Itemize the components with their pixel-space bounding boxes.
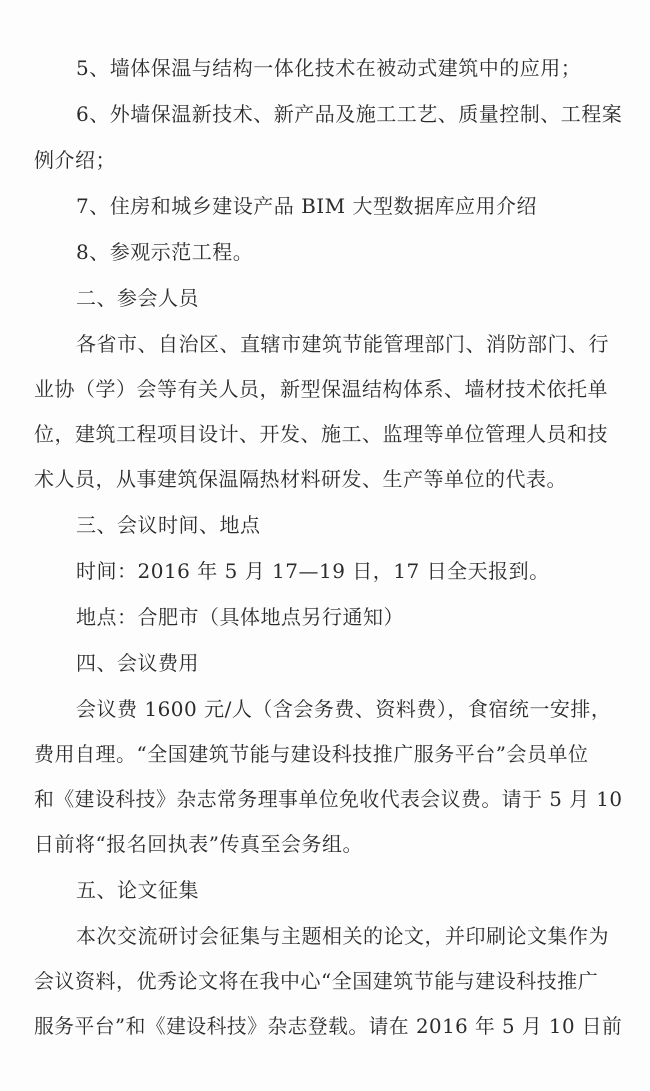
- papers-paragraph-line-2: 会议资料，优秀论文将在我中心“全国建筑节能与建设科技推广: [34, 969, 599, 993]
- attendees-paragraph-line-2: 业协（学）会等有关人员，新型保温结构体系、墙材技术依托单: [34, 377, 608, 401]
- meeting-place: 地点：合肥市（具体地点另行通知）: [76, 605, 404, 629]
- attendees-paragraph-line-4: 术人员，从事建筑保温隔热材料研发、生产等单位的代表。: [34, 467, 567, 491]
- meeting-time: 时间：2016 年 5 月 17—19 日，17 日全天报到。: [76, 559, 550, 583]
- section-heading-attendees: 二、参会人员: [76, 286, 199, 310]
- agenda-item-5: 5、墙体保温与结构一体化技术在被动式建筑中的应用；: [76, 56, 582, 80]
- attendees-paragraph: 各省市、自治区、直辖市建筑节能管理部门、消防部门、行: [76, 332, 609, 356]
- fees-paragraph-line-3: 和《建设科技》杂志常务理事单位免收代表会议费。请于 5 月 10: [34, 787, 623, 811]
- agenda-item-8: 8、参观示范工程。: [76, 240, 254, 264]
- section-heading-fees: 四、会议费用: [76, 651, 199, 675]
- papers-paragraph: 本次交流研讨会征集与主题相关的论文，并印刷论文集作为: [76, 924, 609, 948]
- section-heading-time-place: 三、会议时间、地点: [76, 513, 261, 537]
- section-heading-papers: 五、论文征集: [76, 878, 199, 902]
- agenda-item-7: 7、住房和城乡建设产品 BIM 大型数据库应用介绍: [76, 194, 538, 218]
- agenda-item-6: 6、外墙保温新技术、新产品及施工工艺、质量控制、工程案: [76, 102, 623, 126]
- fees-paragraph-line-4: 日前将“报名回执表”传真至会务组。: [34, 832, 363, 856]
- fees-paragraph-line-2: 费用自理。“全国建筑节能与建设科技推广服务平台”会员单位: [34, 742, 589, 766]
- papers-paragraph-line-3: 服务平台”和《建设科技》杂志登载。请在 2016 年 5 月 10 日前: [34, 1014, 623, 1038]
- agenda-item-6-continued: 例介绍；: [34, 148, 116, 172]
- fees-paragraph: 会议费 1600 元/人（含会务费、资料费），食宿统一安排，: [76, 697, 612, 721]
- attendees-paragraph-line-3: 位，建筑工程项目设计、开发、施工、监理等单位管理人员和技: [34, 422, 608, 446]
